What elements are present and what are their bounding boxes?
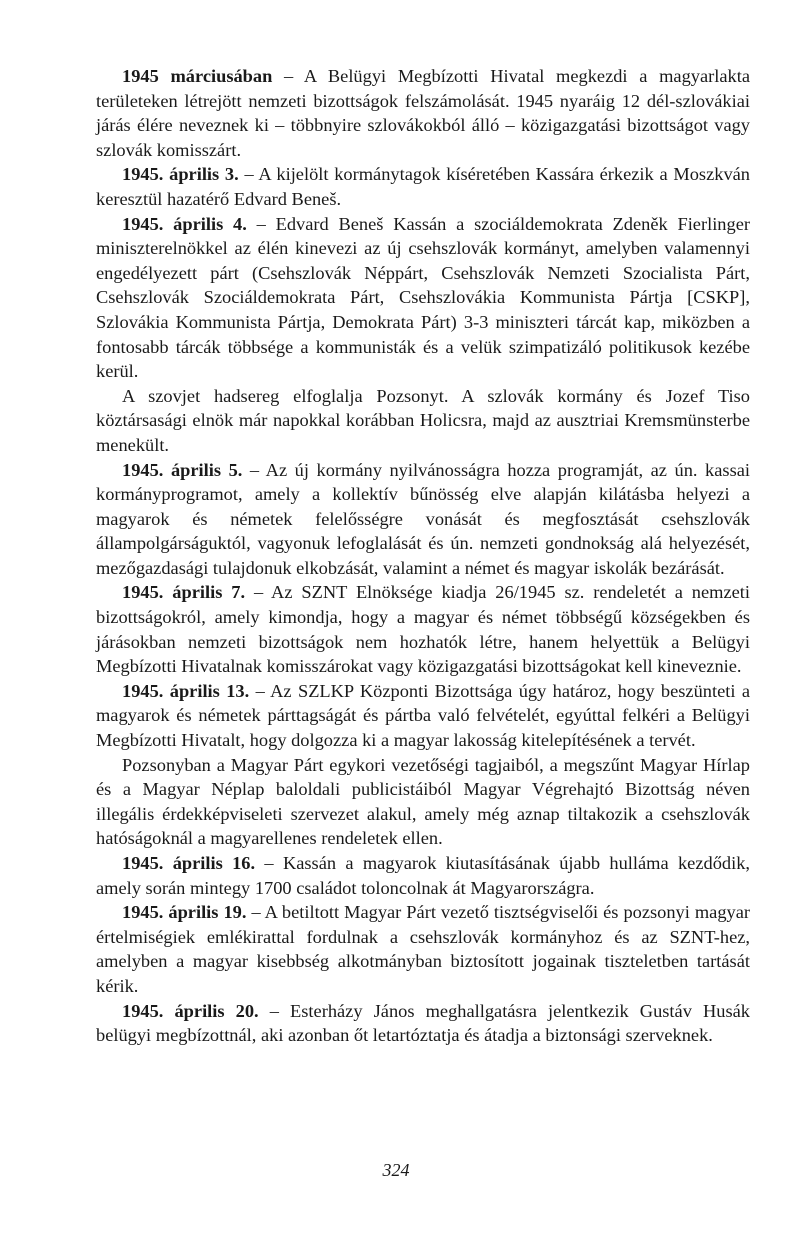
entry-1945-march	[96, 64, 750, 162]
entry-text: – Kassán a magyarok kiutasításának újabb hulláma kezdődik, amely során mintegy 1700 családot toloncolnak át Magyarországra.	[96, 853, 750, 898]
entry-1945-april-7	[96, 580, 750, 678]
entry-1945-april-20	[96, 999, 750, 1048]
entry-text: – Az SZNT Elnöksége kiadja 26/1945 sz. rendeletét a nemzeti bizottságokról, amely kimondja, hogy a magyar és német többségű községekben és járásokban nemzeti bizottságok nem hozhatók létre, hanem helyettük a Belügyi Megbízotti Hivatalnak komisszárokat vagy közigazgatási bizottságokat kell kineveznie.	[96, 582, 750, 677]
entry-date: 1945. április 13.	[122, 680, 250, 701]
entry-date: 1945 márciusában	[122, 66, 273, 86]
chronology-text	[96, 64, 750, 1048]
entry-1945-april-5	[96, 458, 750, 581]
entry-text: A szovjet hadsereg elfoglalja Pozsonyt. A szlovák kormány és Jozef Tiso köztársasági elnök már napokkal korábban Holicsra, majd az ausztriai Kremsmünsterbe menekült.	[96, 385, 750, 455]
entry-1945-april-13	[96, 679, 750, 753]
entry-date: 1945. április 20.	[122, 1000, 259, 1021]
entry-text: – A kijelölt kormánytagok kíséretében Kassára érkezik a Moszkván keresztül hazatérő Edvard Beneš.	[96, 164, 750, 209]
entry-1945-april-19	[96, 900, 750, 998]
entry-text: – Edvard Beneš Kassán a szociáldemokrata Zdeněk Fierlinger miniszterelnökkel az élén kinevezi az új csehszlovák kormányt, amelyben valamennyi engedélyezett párt (Csehszlovák Néppárt, Csehszlovák Nemzeti Szocialista Párt, Csehszlovák Szociáldemokrata Párt, Csehszlovákia Kommunista Pártja [CSKP], Szlovákia Kommunista Pártja, Demokrata Párt) 3-3 miniszteri tárcát kap, miközben a fontosabb tárcák többsége a kommunisták és a velük szimpatizáló politikusok kezébe kerül.	[96, 213, 750, 382]
entry-date: 1945. április 19.	[122, 902, 247, 923]
entry-text: – Esterházy János meghallgatásra jelentkezik Gustáv Husák belügyi megbízottnál, aki azonban őt letartóztatja és átadja a biztonsági szerveknek.	[96, 1000, 750, 1046]
entry-1945-april-16	[96, 851, 750, 900]
entry-1945-april-3	[96, 162, 750, 211]
page-number: 324	[382, 1160, 410, 1180]
entry-pozsony-occupation	[96, 384, 750, 458]
entry-text: Pozsonyban a Magyar Párt egykori vezetőségi tagjaiból, a megszűnt Magyar Hírlap és a Magyar Néplap baloldali publicistáiból Magyar Végrehajtó Bizottság néven illegális érdekképviseleti szervezet alakul, amely még aznap tiltakozik a csehszlovák hatóságoknál a magyarellenes rendeletek ellen.	[96, 754, 750, 849]
entry-date: 1945. április 5.	[122, 459, 243, 480]
entry-text: – A Belügyi Megbízotti Hivatal megkezdi a magyarlakta területeken létrejött nemzeti bizottságok felszámolását. 1945 nyaráig 12 dél-szlovákiai járás élére neveznek ki – többnyire szlovákokból álló – közigazgatási bizottságot vagy szlovák komisszárt.	[96, 66, 750, 160]
entry-date: 1945. április 3.	[122, 164, 239, 185]
entry-text: – Az SZLKP Központi Bizottsága úgy határoz, hogy beszünteti a magyarok és németek párttagságát és pártba való felvételét, egyúttal felkéri a Belügyi Megbízotti Hivatalt, hogy dolgozza ki a magyar lakosság kitelepítésének a tervét.	[96, 680, 750, 751]
entry-text: – A betiltott Magyar Párt vezető tisztségviselői és pozsonyi magyar értelmiségiek emlékirattal fordulnak a csehszlovák kormányhoz és az SZNT-hez, amelyben a magyar kisebbség alkotmányban biztosított jogainak tiszteletben tartását kérik.	[96, 902, 750, 996]
entry-date: 1945. április 16.	[122, 853, 256, 873]
entry-1945-april-4	[96, 212, 750, 384]
entry-text: – Az új kormány nyilvánosságra hozza programját, az ún. kassai kormányprogramot, amely a kollektív bűnösség elve alapján kilátásba helyezi a magyarok és németek felelősségre vonását és megfosztását csehszlovák állampolgárságuktól, vagyonuk lefoglalását és ún. nemzeti gondnokság alá helyezését, mezőgazdasági tulajdonuk elkobzását, valamint a német és magyar iskolák bezárását.	[96, 459, 750, 578]
entry-date: 1945. április 4.	[122, 213, 247, 234]
entry-date: 1945. április 7.	[122, 582, 246, 603]
entry-magyar-vegrehajto-bizottsag	[96, 753, 750, 851]
